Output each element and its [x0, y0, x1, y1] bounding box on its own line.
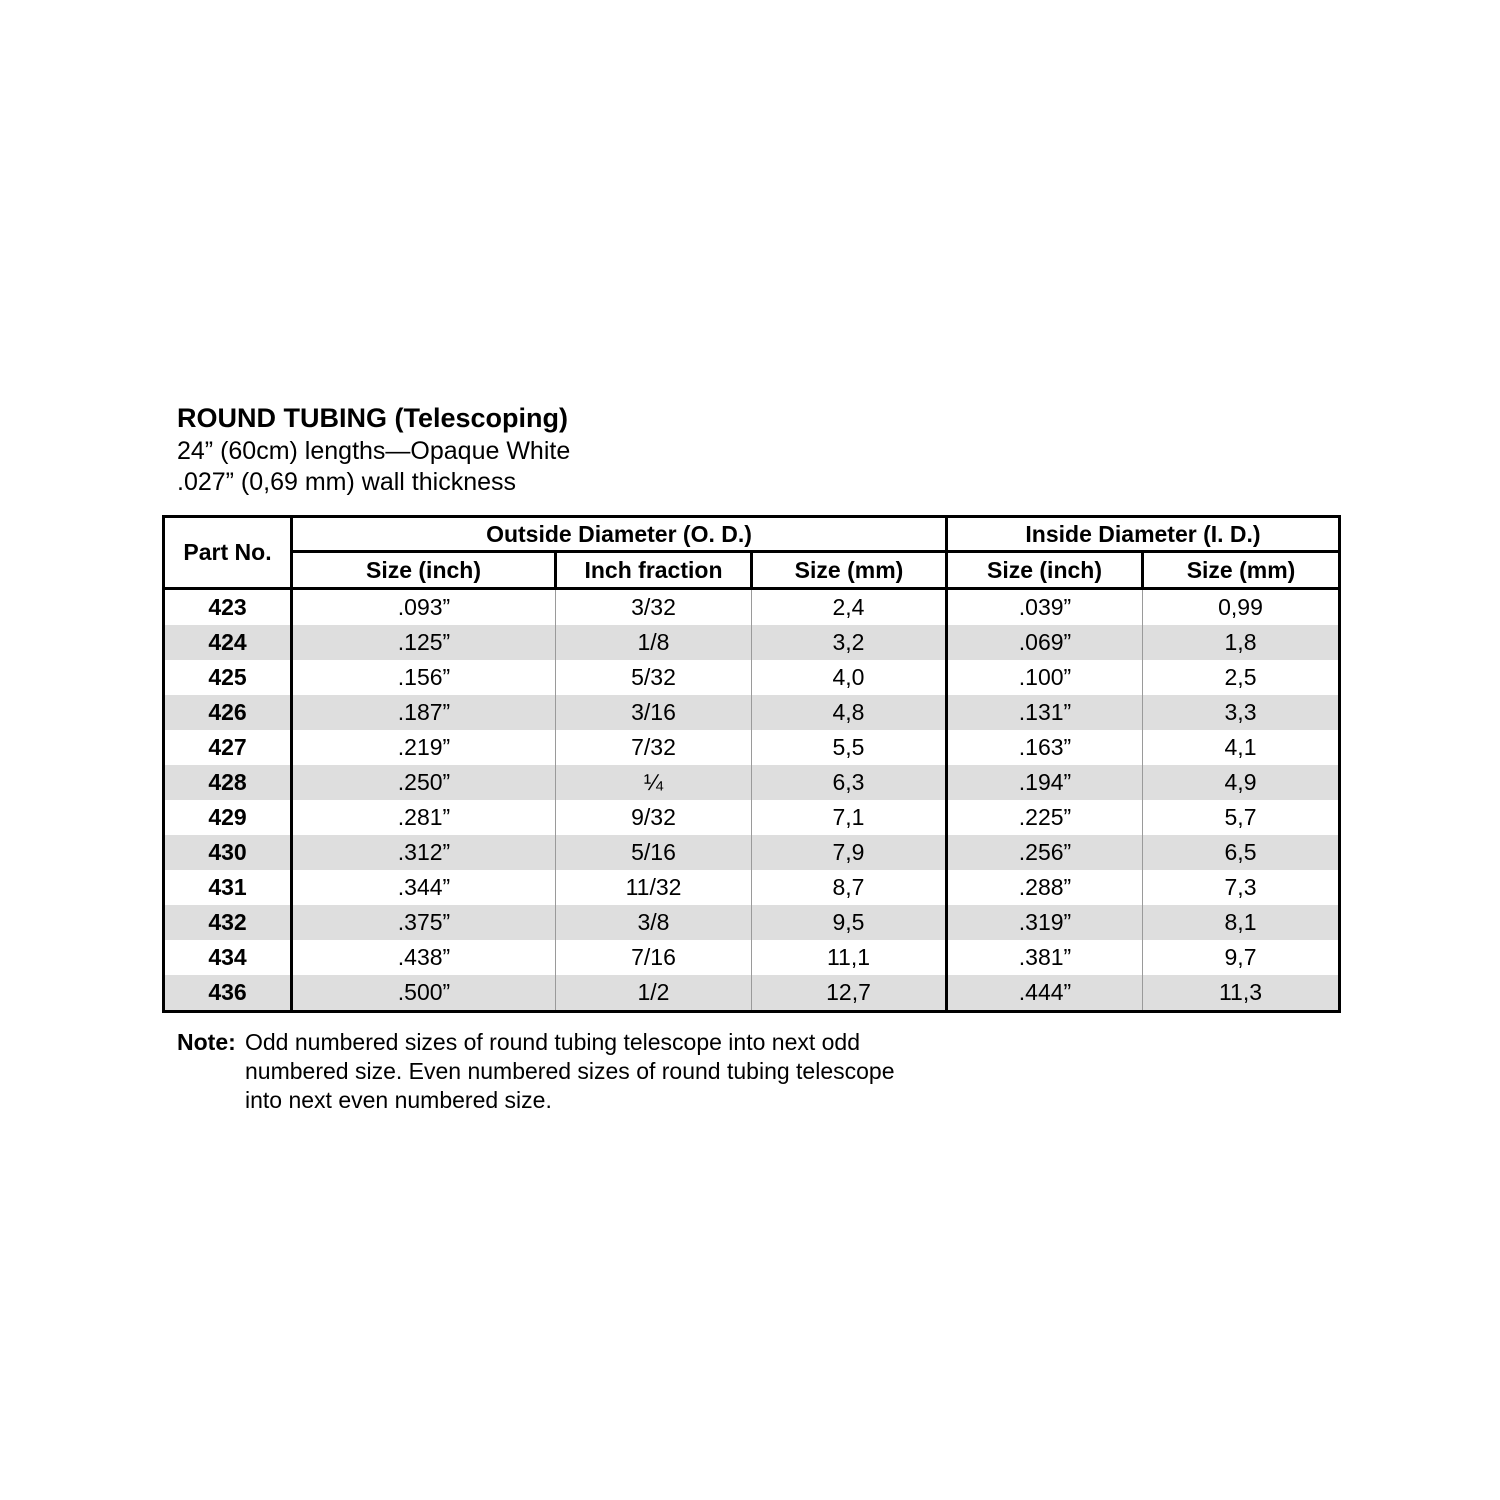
od-size-inch-cell: .156” — [292, 660, 556, 695]
od-size-mm-header: Size (mm) — [752, 552, 947, 589]
od-size-mm-cell: 4,8 — [752, 695, 947, 730]
table-row — [164, 625, 1340, 660]
od-size-inch-cell: .438” — [292, 940, 556, 975]
wall-thickness-line: .027” (0,69 mm) wall thickness — [177, 468, 517, 496]
od-size-inch-cell: .250” — [292, 765, 556, 800]
id-size-inch-cell: .039” — [947, 589, 1143, 626]
length-color-line: 24” (60cm) lengths—Opaque White — [177, 437, 571, 465]
outside-diameter-header: Outside Diameter (O. D.) — [292, 517, 947, 552]
table-row — [164, 940, 1340, 975]
part-number-cell: 434 — [164, 940, 292, 975]
id-size-inch-cell: .256” — [947, 835, 1143, 870]
id-size-mm-cell: 4,1 — [1143, 730, 1340, 765]
id-size-mm-cell: 9,7 — [1143, 940, 1340, 975]
part-number-cell: 426 — [164, 695, 292, 730]
od-size-mm-cell: 11,1 — [752, 940, 947, 975]
id-size-mm-cell: 1,8 — [1143, 625, 1340, 660]
od-size-mm-cell: 7,1 — [752, 800, 947, 835]
note-line-1: Odd numbered sizes of round tubing telescope into next odd — [245, 1029, 861, 1055]
part-number-cell: 429 — [164, 800, 292, 835]
od-inch-fraction-cell: 3/8 — [556, 905, 752, 940]
note-block — [177, 1028, 977, 1115]
od-inch-fraction-header: Inch fraction — [556, 552, 752, 589]
id-size-inch-cell: .319” — [947, 905, 1143, 940]
od-size-mm-cell: 12,7 — [752, 975, 947, 1012]
table-row — [164, 975, 1340, 1012]
id-size-inch-cell: .225” — [947, 800, 1143, 835]
table-row — [164, 730, 1340, 765]
od-inch-fraction-cell: 3/32 — [556, 589, 752, 626]
id-size-mm-header: Size (mm) — [1143, 552, 1340, 589]
od-inch-fraction-cell: 1/2 — [556, 975, 752, 1012]
part-number-cell: 432 — [164, 905, 292, 940]
id-size-mm-cell: 11,3 — [1143, 975, 1340, 1012]
od-size-mm-cell: 3,2 — [752, 625, 947, 660]
table-row — [164, 660, 1340, 695]
inside-diameter-header: Inside Diameter (I. D.) — [947, 517, 1340, 552]
id-size-inch-cell: .444” — [947, 975, 1143, 1012]
od-size-mm-cell: 4,0 — [752, 660, 947, 695]
od-inch-fraction-cell: 3/16 — [556, 695, 752, 730]
part-number-cell: 430 — [164, 835, 292, 870]
table-row — [164, 905, 1340, 940]
table-body — [164, 589, 1340, 1012]
od-inch-fraction-cell: 9/32 — [556, 800, 752, 835]
id-size-inch-cell: .194” — [947, 765, 1143, 800]
id-size-mm-cell: 5,7 — [1143, 800, 1340, 835]
group-header-row — [164, 517, 1340, 552]
tubing-table-container — [162, 515, 1338, 1013]
od-size-mm-cell: 9,5 — [752, 905, 947, 940]
od-size-inch-cell: .500” — [292, 975, 556, 1012]
page-title: ROUND TUBING (Telescoping) — [177, 403, 568, 433]
id-size-inch-cell: .131” — [947, 695, 1143, 730]
id-size-inch-header: Size (inch) — [947, 552, 1143, 589]
part-number-cell: 436 — [164, 975, 292, 1012]
note-label: Note: — [177, 1029, 236, 1055]
table-row — [164, 695, 1340, 730]
od-inch-fraction-cell: 7/16 — [556, 940, 752, 975]
note-line-2: numbered size. Even numbered sizes of round tubing telescope — [245, 1058, 895, 1084]
od-inch-fraction-cell: 7/32 — [556, 730, 752, 765]
id-size-inch-cell: .381” — [947, 940, 1143, 975]
id-size-inch-cell: .163” — [947, 730, 1143, 765]
od-size-mm-cell: 8,7 — [752, 870, 947, 905]
od-inch-fraction-cell: 5/16 — [556, 835, 752, 870]
od-size-mm-cell: 2,4 — [752, 589, 947, 626]
id-size-inch-cell: .288” — [947, 870, 1143, 905]
part-number-cell: 424 — [164, 625, 292, 660]
part-number-cell: 428 — [164, 765, 292, 800]
od-size-mm-cell: 7,9 — [752, 835, 947, 870]
od-size-mm-cell: 5,5 — [752, 730, 947, 765]
id-size-inch-cell: .069” — [947, 625, 1143, 660]
od-size-inch-cell: .219” — [292, 730, 556, 765]
tubing-table — [162, 515, 1341, 1013]
part-number-cell: 431 — [164, 870, 292, 905]
od-size-inch-cell: .187” — [292, 695, 556, 730]
id-size-mm-cell: 0,99 — [1143, 589, 1340, 626]
table-row — [164, 800, 1340, 835]
part-number-cell: 423 — [164, 589, 292, 626]
id-size-mm-cell: 4,9 — [1143, 765, 1340, 800]
od-size-inch-cell: .281” — [292, 800, 556, 835]
heading-block — [177, 400, 1077, 498]
table-row — [164, 835, 1340, 870]
table-row — [164, 589, 1340, 626]
od-inch-fraction-cell: 1/8 — [556, 625, 752, 660]
od-size-inch-cell: .125” — [292, 625, 556, 660]
id-size-mm-cell: 2,5 — [1143, 660, 1340, 695]
part-number-cell: 427 — [164, 730, 292, 765]
id-size-inch-cell: .100” — [947, 660, 1143, 695]
od-size-mm-cell: 6,3 — [752, 765, 947, 800]
part-number-cell: 425 — [164, 660, 292, 695]
id-size-mm-cell: 3,3 — [1143, 695, 1340, 730]
od-size-inch-cell: .344” — [292, 870, 556, 905]
id-size-mm-cell: 7,3 — [1143, 870, 1340, 905]
od-size-inch-cell: .375” — [292, 905, 556, 940]
od-inch-fraction-cell: 11/32 — [556, 870, 752, 905]
od-size-inch-cell: .093” — [292, 589, 556, 626]
sub-header-row — [164, 552, 1340, 589]
od-inch-fraction-cell: 5/32 — [556, 660, 752, 695]
od-size-inch-header: Size (inch) — [292, 552, 556, 589]
id-size-mm-cell: 8,1 — [1143, 905, 1340, 940]
od-inch-fraction-cell: ¼ — [556, 765, 752, 800]
note-line-3: into next even numbered size. — [245, 1087, 552, 1113]
part-no-header: Part No. — [164, 517, 292, 589]
table-row — [164, 765, 1340, 800]
id-size-mm-cell: 6,5 — [1143, 835, 1340, 870]
table-row — [164, 870, 1340, 905]
od-size-inch-cell: .312” — [292, 835, 556, 870]
